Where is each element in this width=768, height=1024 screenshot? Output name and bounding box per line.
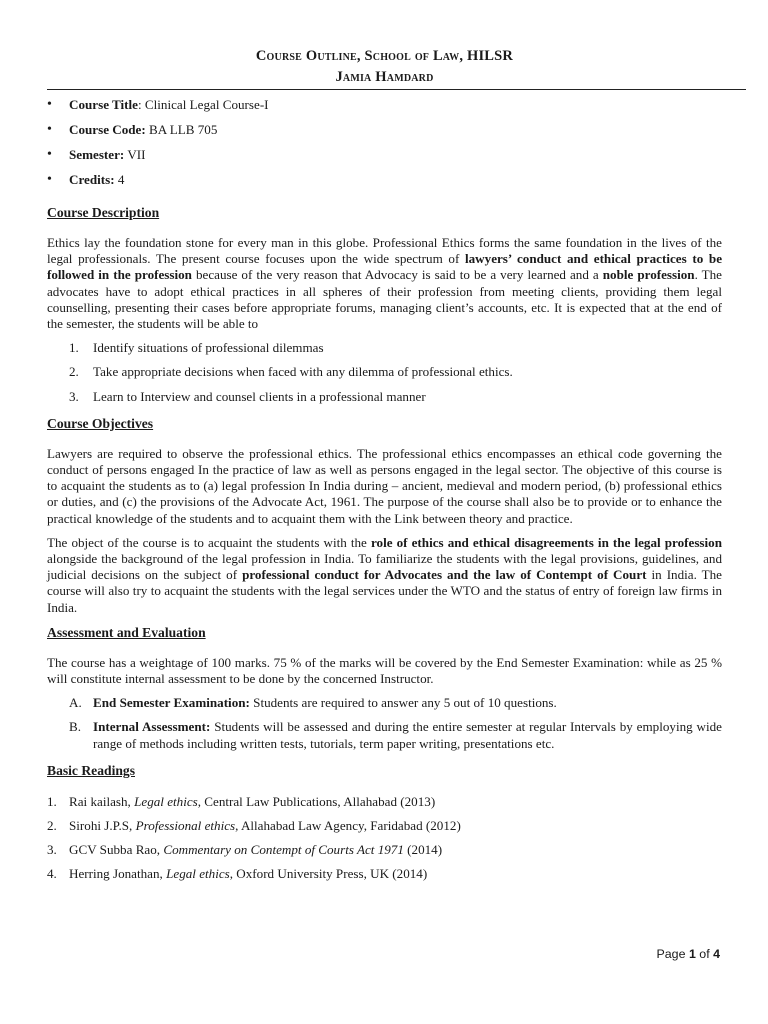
section-heading-objectives: Course Objectives	[47, 415, 154, 431]
text-run: The object of the course is to acquaint the students with the	[47, 534, 371, 550]
reading-publisher: , Allahabad Law Agency, Faridabad (2012)	[235, 817, 461, 833]
meta-label: Course Code:	[69, 122, 146, 137]
reading-author: Sirohi J.P.S,	[69, 817, 136, 833]
text-run: Ethics lay the foundation stone for every man in this globe. Professional Ethics forms the same foundation in the lives of the legal professionals. The present course focuses upon the wide spectrum of	[47, 235, 722, 267]
list-marker: 4.	[47, 865, 57, 881]
meta-value: BA LLB 705	[149, 122, 218, 137]
bold-run: Internal Assessment:	[93, 719, 211, 735]
bold-run: End Semester Examination:	[93, 695, 250, 711]
document-header	[47, 46, 722, 90]
reading-title: Legal ethics	[166, 865, 230, 881]
list-text: Identify situations of professional dilemmas	[93, 340, 324, 356]
list-item	[47, 719, 722, 751]
meta-item-title	[47, 96, 722, 121]
text-run: . The advocates have to adopt ethical practices in all spheres of their profession from meeting clients, providing them legal counselling, presenting their cases before appropriate forums, managing client’s accounts, etc. It is expected that at the end of the semester, the students will be able to	[47, 267, 722, 332]
assessment-paragraph: The course has a weightage of 100 marks. 75 % of the marks will be covered by the End Semester Examination: while as 25 % will constitute internal assessment to be done by the concerned Instructor.	[47, 654, 722, 687]
list-marker: 2.	[47, 817, 57, 833]
list-text: Students will be assessed and during the entire semester at regular Intervals by employing wide range of methods including written tests, tutorials, term paper writing, presentations etc.	[93, 719, 722, 751]
reading-author: Rai kailash,	[69, 793, 135, 809]
readings-list	[47, 793, 722, 889]
meta-value: 4	[117, 172, 125, 187]
list-text: Take appropriate decisions when faced with any dilemma of professional ethics.	[93, 364, 513, 380]
bold-run: role of ethics and ethical disagreements in the legal profession	[370, 534, 722, 550]
meta-item-credits	[47, 171, 722, 196]
outcomes-list	[47, 340, 722, 405]
reading-publisher: (2014)	[403, 841, 443, 857]
meta-item-semester	[47, 146, 722, 171]
text-run: in India. The course will also try to acquaint the students with the legal services under the WTO and the status of entry of foreign law firms in India.	[47, 567, 722, 615]
header-title: Course Outline, School of Law, HILSR	[255, 48, 514, 64]
meta-item-code	[47, 121, 722, 146]
reading-item	[47, 841, 722, 865]
list-item	[47, 340, 722, 356]
reading-publisher: , Oxford University Press, UK (2014)	[229, 865, 428, 881]
section-heading-description: Course Description	[47, 205, 160, 220]
page-total: 4	[713, 947, 720, 961]
list-marker: 2.	[69, 364, 79, 380]
course-meta-list	[47, 96, 722, 196]
page-word: Page	[656, 947, 686, 961]
reading-title: Commentary on Contempt of Courts Act 1971	[163, 841, 404, 857]
reading-publisher: , Central Law Publications, Allahabad (2013)	[197, 793, 436, 809]
list-marker: 1.	[47, 793, 57, 809]
objectives-paragraph-2	[47, 535, 722, 616]
reading-item	[47, 817, 722, 841]
header-university: Jamia Hamdard	[335, 69, 434, 85]
reading-title: Legal ethics	[134, 793, 198, 809]
bold-run: lawyers’ conduct and ethical practices to be followed in the profession	[47, 251, 723, 283]
meta-value: VII	[127, 147, 146, 162]
list-marker: 1.	[69, 340, 79, 356]
list-marker: 3.	[69, 388, 79, 404]
meta-label: Semester:	[69, 147, 125, 162]
meta-sep: :	[138, 97, 145, 112]
reading-item	[47, 793, 722, 817]
objectives-paragraph-1: Lawyers are required to observe the professional ethics. The professional ethics encompasses an ethical code governing the conduct of persons engaged In the practice of law as well as persons engaged in the legal sector. The objective of this course is to acquaint the students as to (a) legal profession In India during – ancient, medieval and modern period, (b) professional ethics or duties, and (c) the provisions of the Advocate Act, 1961. The purpose of the course shall also be to provide or to enhance the practical knowledge of the students and to acquaint them with the Link between theory and practice.	[47, 445, 722, 526]
list-marker: 3.	[47, 841, 57, 857]
list-item	[47, 695, 722, 711]
text-run: because of the very reason that Advocacy is said to be a very learned and a	[191, 267, 603, 283]
meta-value: Clinical Legal Course-I	[144, 97, 269, 112]
list-marker: A.	[69, 695, 82, 711]
list-text: Learn to Interview and counsel clients in a professional manner	[93, 388, 426, 404]
list-text: Students are required to answer any 5 out of 10 questions.	[249, 695, 557, 711]
page-number	[657, 946, 720, 962]
description-paragraph	[47, 235, 722, 332]
page-of-word: of	[699, 947, 710, 961]
meta-label: Course Title	[69, 97, 138, 112]
reading-title: Professional ethics	[135, 817, 236, 833]
page-current: 1	[688, 947, 696, 961]
list-item	[47, 364, 722, 380]
text-run: alongside the background of the legal profession in India. To familiarize the students with the legal provisions, guidelines, and judicial decisions on the subject of	[47, 551, 722, 583]
reading-item	[47, 865, 722, 889]
assessment-list	[47, 695, 722, 752]
meta-label: Credits:	[69, 172, 115, 187]
section-heading-assessment: Assessment and Evaluation	[47, 624, 206, 640]
section-heading-readings: Basic Readings	[47, 762, 135, 778]
bold-run: professional conduct for Advocates and the law of Contempt of Court	[242, 567, 647, 583]
list-marker: B.	[69, 719, 82, 735]
header-rule	[47, 89, 746, 90]
list-item	[47, 389, 722, 405]
reading-author: GCV Subba Rao,	[69, 841, 164, 857]
bold-run: noble profession	[602, 267, 695, 283]
reading-author: Herring Jonathan,	[69, 865, 167, 881]
